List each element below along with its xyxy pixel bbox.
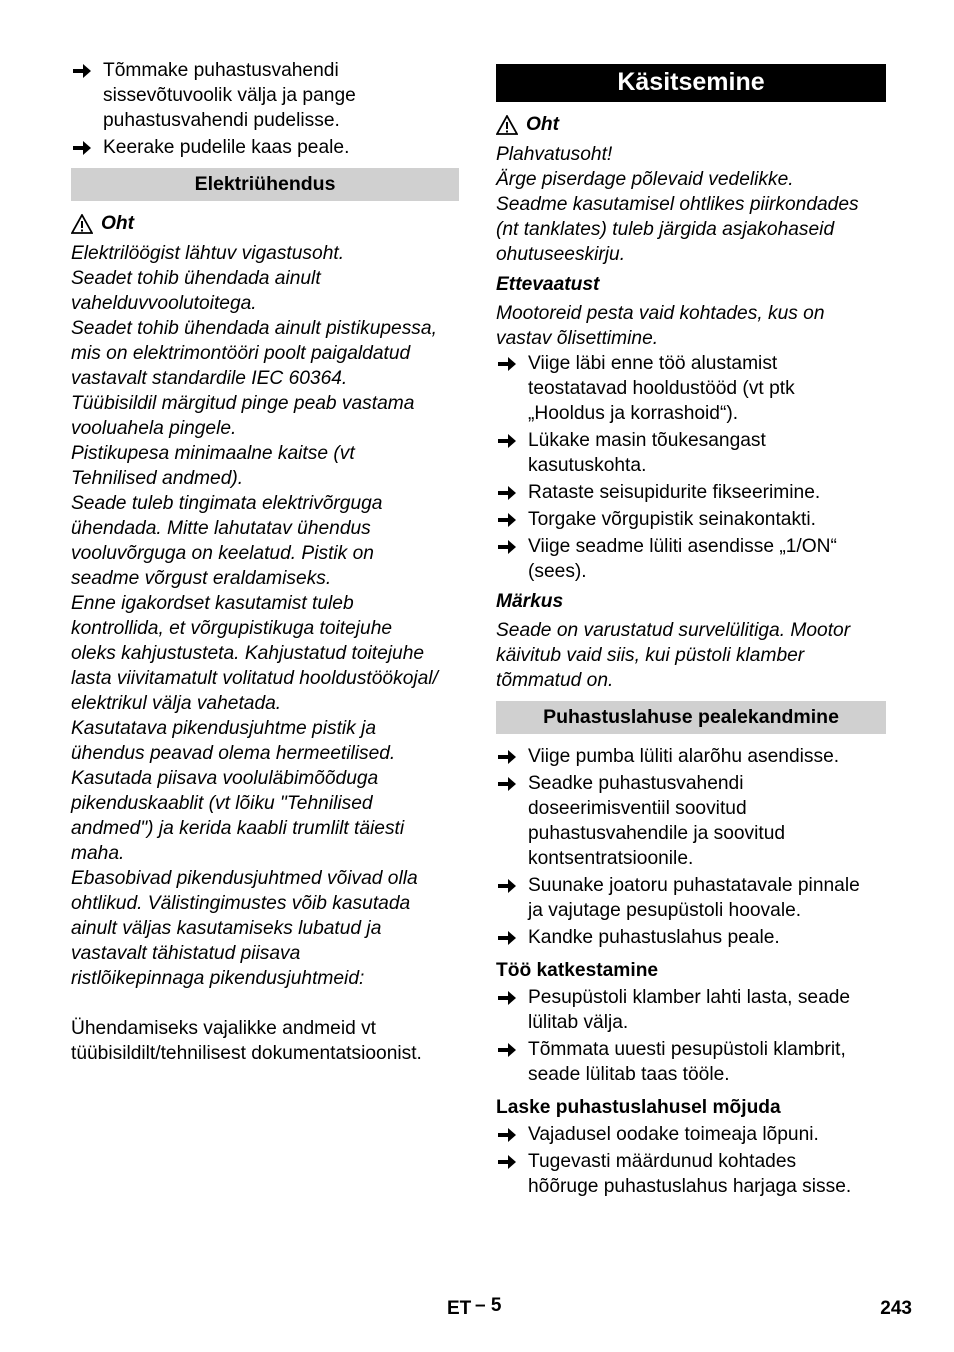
warning-triangle-icon [71,214,93,234]
bullet-text: Pesupüstoli klamber lahti lasta, seade lülitab välja. [528,987,851,1033]
footer-section-page: – 5 [475,1295,502,1316]
list-item [496,507,886,532]
page-number: 243 [880,1298,912,1319]
warning-label: Oht [101,213,135,234]
footer-language: ET [447,1298,472,1319]
bullet-text: Torgake võrgupistik seinakontakti. [528,509,816,530]
left-column [71,58,459,1066]
warning-heading [496,112,886,137]
arrow-right-icon [496,925,520,950]
list-item [496,534,886,584]
list-item [496,1149,886,1199]
list-item [496,925,886,950]
arrow-right-icon [496,480,520,505]
bullet-text: Seadke puhastusvahendi doseerimisventiil soovitud puhastusvahendile ja soovitud kontsentratsioonile. [528,773,786,869]
bullet-text: Suunake joatoru puhastatavale pinnale ja vajutage pesupüstoli hoovale. [528,875,860,921]
caution-text: Mootoreid pesta vaid kohtades, kus on vastav õlisettimine. [496,303,825,349]
arrow-right-icon [496,507,520,532]
section-heading: Elektriühendus [71,168,459,201]
list-item [496,744,886,769]
warning-label: Oht [526,114,560,135]
arrow-right-icon [496,1037,520,1062]
section-heading: Puhastuslahuse pealekandmine [496,701,886,734]
arrow-right-icon [71,135,95,160]
warning-heading [71,211,459,236]
arrow-right-icon [496,1122,520,1147]
arrow-right-icon [496,534,520,559]
bullet-text: Viige läbi enne töö alustamist teostatavad hooldustööd (vt ptk „Hooldus ja korrashoid“). [528,353,795,424]
right-column [496,58,886,1201]
bullet-text: Tõmmata uuesti pesupüstoli klambrit, seade lülitab taas tööle. [528,1039,846,1085]
list-item [71,58,459,133]
bullet-text: Lükake masin tõukesangast kasutuskohta. [528,430,766,476]
arrow-right-icon [496,873,520,898]
note-heading: Märkus [496,591,564,612]
bullet-text: Vajadusel oodake toimeaja lõpuni. [528,1124,819,1145]
operation-steps [496,351,886,584]
list-item [496,1122,886,1147]
subsection-heading: Töö katkestamine [496,960,659,981]
bullet-text: Tõmmake puhastusvahendi sissevõtuvoolik välja ja pange puhastusvahendi pudelisse. [103,60,356,131]
list-item [496,428,886,478]
chapter-title: Käsitsemine [496,64,886,102]
bullet-text: Kandke puhastuslahus peale. [528,927,780,948]
list-item [496,985,886,1035]
list-item [71,135,459,160]
list-item [496,1037,886,1087]
arrow-right-icon [496,1149,520,1174]
list-item [496,351,886,426]
soak-steps [496,1122,886,1199]
caution-heading: Ettevaatust [496,274,600,295]
list-item [496,771,886,871]
bullet-text: Viige seadme lüliti asendisse „1/ON“ (sees). [528,536,837,582]
list-item [496,873,886,923]
warning-triangle-icon [496,115,518,135]
application-steps [496,744,886,950]
list-item [496,480,886,505]
bullet-text: Rataste seisupidurite fikseerimine. [528,482,821,503]
warning-text: Plahvatusoht! Ärge piserdage põlevaid vedelikke. Seadme kasutamisel ohtlikes piirkondades (nt tanklates) tuleb järgida asjakohaseid ohutuseeskirju. [496,144,859,265]
note-text: Seade on varustatud survelülitiga. Mootor käivitub vaid siis, kui püstoli klamber tõmmatud on. [496,620,851,691]
arrow-right-icon [496,771,520,796]
arrow-right-icon [496,428,520,453]
bullet-text: Viige pumba lüliti alarõhu asendisse. [528,746,840,767]
subsection-heading: Laske puhastuslahusel mõjuda [496,1097,781,1118]
bullet-text: Keerake pudelile kaas peale. [103,137,350,158]
interrupt-steps [496,985,886,1087]
arrow-right-icon [496,744,520,769]
bullet-text: Tugevasti määrdunud kohtades hõõruge puhastuslahus harjaga sisse. [528,1151,852,1197]
arrow-right-icon [71,58,95,83]
arrow-right-icon [496,351,520,376]
closing-text: Ühendamiseks vajalikke andmeid vt tüübisildilt/tehnilisest dokumentatsioonist. [71,1018,422,1064]
arrow-right-icon [496,985,520,1010]
warning-text: Elektrilöögist lähtuv vigastusoht. Seadet tohib ühendada ainult vahelduvvoolutoitega. Seadet tohib ühendada ainult pistikupessa, mis on elektrimontööri poolt paigaldatud vastavalt standardile IEC 60364. Tüübisildil märgitud pinge peab vastama vooluahela pingele. Pistikupesa minimaalne kaitse (vt Tehnilised andmed). Seade tuleb tingimata elektrivõrguga ühendada. Mitte lahutatav ühendus vooluvõrguga on keelatud. Pistik on seadme võrgust eraldamiseks. Enne igakordset kasutamist tuleb kontrollida, et võrgupistikuga toitejuhe oleks kahjustusteta. Kahjustatud toitejuhe lasta viivitamatult volitatud hooldustöökojal/ elektrikul välja vahetada. Kasutatava pikendusjuhtme pistik ja ühendus peavad olema hermeetilised. Kasutada piisava vooluläbimõõduga pikenduskaablit (vt lõiku "Tehnilised andmed") ja kerida kaabli trumlilt täiesti maha. Ebasobivad pikendusjuhtmed võivad olla ohtlikud. Välistingimustes võib kasutada ainult väljas kasutamiseks lubatud ja vastavalt tähistatud piisava ristlõikepinnaga pikendusjuhtmeid: [71,243,438,989]
